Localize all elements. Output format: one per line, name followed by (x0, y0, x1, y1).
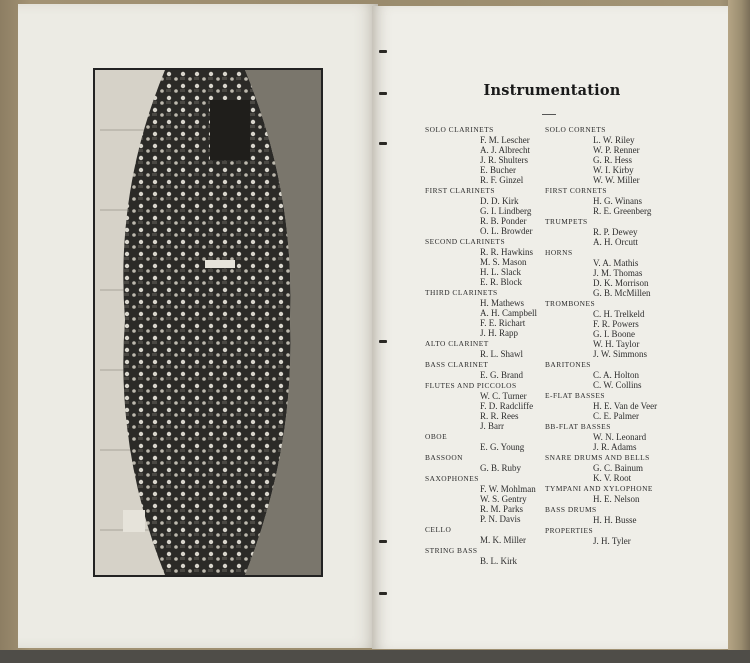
member-name: O. L. Browder (480, 226, 533, 236)
bottom-edge (0, 650, 750, 663)
section-heading: FIRST CLARINETS (425, 186, 495, 195)
member-name: R. L. Shawl (480, 349, 524, 359)
member-name: F. D. Radcliffe (480, 401, 534, 411)
member-name: A. J. Albrecht (480, 145, 530, 155)
member-name: W. S. Gentry (480, 494, 527, 504)
member-name: F. W. Mohlman (480, 484, 536, 494)
member-name: W. H. Taylor (593, 339, 640, 349)
member-name: R. E. Greenberg (593, 206, 652, 216)
section-heading: E-FLAT BASSES (545, 391, 605, 400)
section-trombones (545, 298, 685, 359)
member-name: C. A. Holton (593, 370, 640, 380)
member-name: E. G. Young (480, 442, 525, 452)
member-name: F. R. Powers (593, 319, 639, 329)
section-bass-clarinet (425, 359, 565, 380)
member-name: F. E. Richart (480, 318, 526, 328)
section-saxophones (425, 473, 565, 524)
section-properties (545, 525, 685, 546)
section-cello (425, 524, 565, 545)
member-name: J. R. Shulters (480, 155, 529, 165)
member-name: A. H. Campbell (480, 308, 537, 318)
member-name: C. H. Trelkeld (593, 309, 645, 319)
band-photograph (93, 68, 323, 577)
section-heading: SAXOPHONES (425, 474, 479, 483)
section-heading: FIRST CORNETS (545, 186, 608, 195)
member-name: R. M. Parks (480, 504, 524, 514)
member-name: J. H. Tyler (593, 536, 631, 546)
section-heading: CELLO (425, 525, 452, 534)
binding-staple (379, 142, 387, 145)
section-horns (545, 247, 685, 298)
member-name: F. M. Lescher (480, 135, 530, 145)
member-name: H. E. Nelson (593, 494, 640, 504)
section-heading: SOLO CLARINETS (425, 125, 494, 134)
title-rule (542, 114, 556, 115)
section-first-clarinets (425, 185, 565, 236)
binding-staple (379, 92, 387, 95)
section-second-clarinets (425, 236, 565, 287)
member-name: R. P. Dewey (593, 227, 638, 237)
member-name: M. K. Miller (480, 535, 526, 545)
section-heading: ALTO CLARINET (425, 339, 489, 348)
binding-staple (379, 592, 387, 595)
member-name: M. S. Mason (480, 257, 527, 267)
member-name: E. G. Brand (480, 370, 523, 380)
section-heading: THIRD CLARINETS (425, 288, 498, 297)
member-name: W. P. Renner (593, 145, 640, 155)
binding-staple (379, 50, 387, 53)
section-tympani-and-xylophone (545, 483, 685, 504)
section-heading: BARITONES (545, 360, 591, 369)
section-e-flat-basses (545, 390, 685, 421)
member-name: C. W. Collins (593, 380, 642, 390)
member-name: H. G. Winans (593, 196, 642, 206)
section-heading: BB-FLAT BASSES (545, 422, 611, 431)
member-name: H. H. Busse (593, 515, 637, 525)
section-heading: BASS DRUMS (545, 505, 597, 514)
member-name: V. A. Mathis (593, 258, 639, 268)
section-trumpets (545, 216, 685, 247)
member-name: G. B. McMillen (593, 288, 651, 298)
section-bass-drums (545, 504, 685, 525)
member-name: E. R. Block (480, 277, 522, 287)
member-name: D. D. Kirk (480, 196, 519, 206)
section-flutes-and-piccolos (425, 380, 565, 431)
section-heading: BASS CLARINET (425, 360, 489, 369)
section-oboe (425, 431, 565, 452)
section-heading: SNARE DRUMS AND BELLS (545, 453, 650, 462)
member-name: K. V. Root (593, 473, 632, 483)
section-heading: FLUTES AND PICCOLOS (425, 381, 517, 390)
member-name: D. K. Morrison (593, 278, 649, 288)
member-name: J. M. Thomas (593, 268, 643, 278)
member-name: J. W. Simmons (593, 349, 648, 359)
member-name: R. B. Ponder (480, 216, 527, 226)
section-first-cornets (545, 185, 685, 216)
member-name: R. R. Hawkins (480, 247, 534, 257)
member-name: G. R. Hess (593, 155, 633, 165)
member-name: G. B. Ruby (480, 463, 522, 473)
section-third-clarinets (425, 287, 565, 338)
section-heading: SOLO CORNETS (545, 125, 606, 134)
member-name: J. H. Rapp (480, 328, 518, 338)
section-heading: HORNS (545, 248, 573, 257)
section-alto-clarinet (425, 338, 565, 359)
section-bassoon (425, 452, 565, 473)
section-solo-cornets (545, 124, 685, 185)
section-bb-flat-basses (545, 421, 685, 452)
cover-edge (728, 0, 750, 663)
member-name: L. W. Riley (593, 135, 635, 145)
member-name: W. I. Kirby (593, 165, 634, 175)
member-name: H. Mathews (480, 298, 524, 308)
member-name: W. N. Leonard (593, 432, 647, 442)
right-roster-column (545, 124, 685, 546)
member-name: A. H. Orcutt (593, 237, 638, 247)
member-name: R. R. Rees (480, 411, 519, 421)
section-baritones (545, 359, 685, 390)
section-heading: STRING BASS (425, 546, 478, 555)
section-heading: PROPERTIES (545, 526, 594, 535)
member-name: C. E. Palmer (593, 411, 639, 421)
member-name: W. C. Turner (480, 391, 527, 401)
member-name: P. N. Davis (480, 514, 521, 524)
member-name: G. I. Boone (593, 329, 635, 339)
section-heading: BASSOON (425, 453, 463, 462)
member-name: J. R. Adams (593, 442, 637, 452)
member-name: H. L. Slack (480, 267, 521, 277)
member-name: G. C. Bainum (593, 463, 644, 473)
section-heading: SECOND CLARINETS (425, 237, 506, 246)
member-name: B. L. Kirk (480, 556, 517, 566)
section-heading: OBOE (425, 432, 448, 441)
member-name: H. E. Van de Veer (593, 401, 658, 411)
section-solo-clarinets (425, 124, 565, 185)
binding-staple (379, 340, 387, 343)
member-name: J. Barr (480, 421, 504, 431)
section-heading: TROMBONES (545, 299, 596, 308)
member-name: G. I. Lindberg (480, 206, 532, 216)
member-name: R. F. Ginzel (480, 175, 524, 185)
member-name: E. Bucher (480, 165, 516, 175)
page-title: Instrumentation (483, 82, 621, 99)
left-roster-column (425, 124, 565, 566)
section-heading: TRUMPETS (545, 217, 588, 226)
section-string-bass (425, 545, 565, 566)
section-snare-drums-and-bells (545, 452, 685, 483)
member-name: W. W. Miller (593, 175, 640, 185)
binding-staple (379, 540, 387, 543)
section-heading: TYMPANI AND XYLOPHONE (545, 484, 653, 493)
